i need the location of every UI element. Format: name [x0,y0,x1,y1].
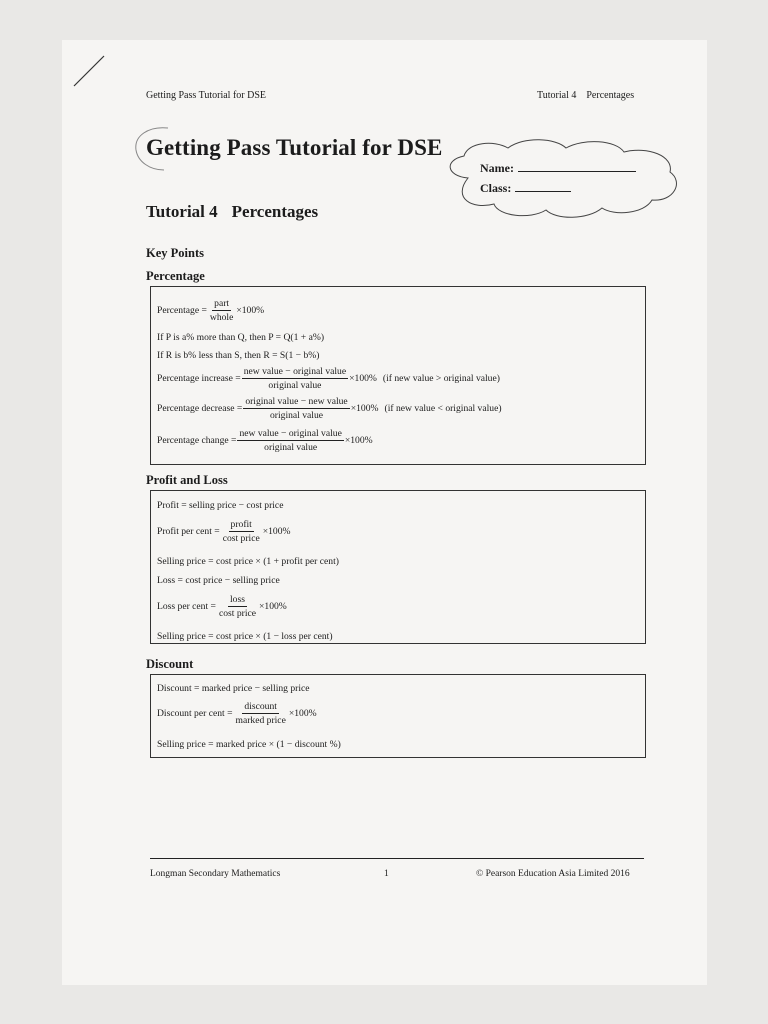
loss-formula: Loss = cost price − selling price [157,575,280,586]
percentage-formula [157,299,264,322]
class-field[interactable] [480,181,571,196]
percentage-decrease-formula [157,397,502,420]
key-points-heading: Key Points [146,246,204,260]
discount-box [150,674,646,758]
fraction [237,429,343,452]
denominator: marked price [235,714,286,726]
numerator: original value − new value [245,396,348,407]
percentage-heading: Percentage [146,269,205,283]
running-header-left: Getting Pass Tutorial for DSE [146,90,267,101]
fraction [208,299,235,322]
formula-lhs: Profit per cent = [157,525,220,537]
numerator: profit [230,519,252,530]
fraction [242,367,348,390]
formula-tail: ×100% [350,402,379,414]
formula-lhs: Percentage decrease = [157,402,243,414]
formula-tail: ×100% [344,434,373,446]
formula-lhs: Percentage = [157,304,207,316]
name-class-cloud [438,136,684,220]
profit-formula: Profit = selling price − cost price [157,500,284,511]
formula-note: (if new value > original value) [382,372,500,384]
formula-note: (if new value < original value) [384,402,502,414]
numerator: new value − original value [239,428,342,439]
numerator: loss [230,594,245,605]
percentage-change-formula [157,429,373,452]
numerator: part [214,298,230,309]
loss-per-cent-formula [157,595,287,618]
fraction [243,397,349,420]
discount-per-cent-formula [157,702,317,725]
footer-right: © Pearson Education Asia Limited 2016 [476,869,630,879]
denominator: cost price [218,607,256,619]
class-label: Class: [480,181,512,195]
numerator: new value − original value [243,366,347,377]
less-than-rule: If R is b% less than S, then R = S(1 − b%) [157,350,320,361]
formula-tail: ×100% [262,525,291,537]
tutorial-topic: Percentages [231,202,319,221]
name-blank[interactable] [518,171,636,172]
percentage-increase-formula [157,367,500,390]
profit-loss-box [150,490,646,644]
tutorial-heading [146,202,318,222]
name-field[interactable] [480,161,636,176]
class-blank[interactable] [515,191,571,192]
name-label: Name: [480,161,514,175]
fraction [233,702,287,725]
more-than-rule: If P is a% more than Q, then P = Q(1 + a%) [157,332,325,343]
formula-lhs: Percentage change = [157,434,237,446]
formula-tail: ×100% [349,372,377,384]
denominator: original value [268,379,322,391]
denominator: original value [264,441,318,453]
formula-tail: ×100% [236,304,265,316]
footer-left: Longman Secondary Mathematics [150,869,281,879]
tutorial-number: Tutorial 4 [146,202,218,221]
formula-lhs: Percentage increase = [157,372,241,384]
formula-tail: ×100% [259,600,287,612]
page-title: Getting Pass Tutorial for DSE [146,135,443,160]
percentage-box [150,286,646,465]
formula-lhs: Discount per cent = [157,707,233,719]
selling-price-discount-formula: Selling price = marked price × (1 − discount %) [157,739,341,750]
profit-loss-heading: Profit and Loss [146,473,228,487]
numerator: discount [244,701,277,712]
denominator: original value [270,409,324,421]
denominator: cost price [222,532,260,544]
fraction [217,595,258,618]
profit-per-cent-formula [157,520,291,543]
fraction [221,520,262,543]
discount-heading: Discount [146,657,194,671]
selling-price-loss-formula: Selling price = cost price × (1 − loss per cent) [157,631,333,642]
selling-price-profit-formula: Selling price = cost price × (1 + profit per cent) [157,556,339,567]
running-header-right: Tutorial 4 Percentages [537,90,635,101]
formula-tail: ×100% [288,707,317,719]
pen-stroke-mark [70,50,110,90]
discount-formula: Discount = marked price − selling price [157,683,310,694]
denominator: whole [209,311,234,323]
footer-rule [150,858,644,859]
document-page [62,40,707,985]
formula-lhs: Loss per cent = [157,600,216,612]
page-number: 1 [384,869,389,879]
